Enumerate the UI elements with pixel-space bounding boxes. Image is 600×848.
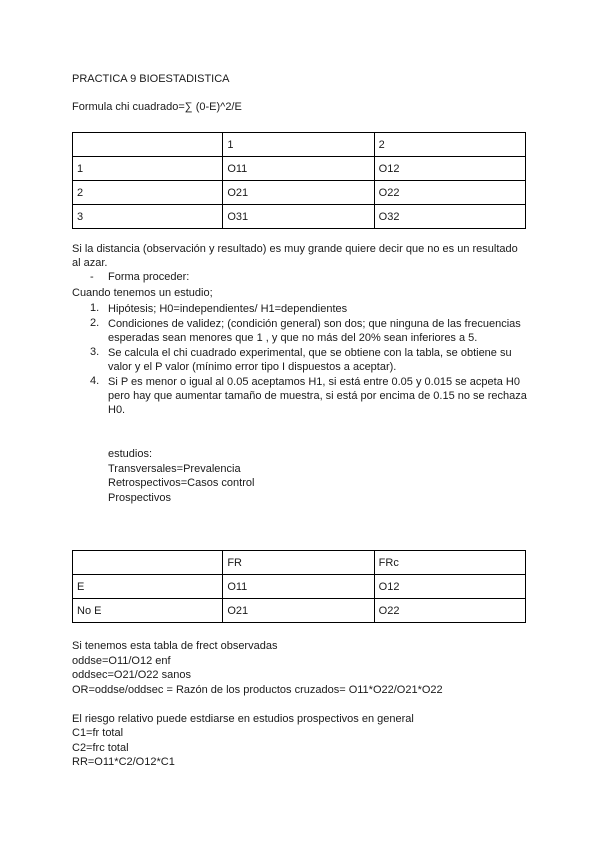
estudios-item: Retrospectivos=Casos control bbox=[108, 477, 255, 489]
exposure-table-2x2 bbox=[72, 550, 526, 623]
table-cell: E bbox=[73, 575, 223, 599]
table-cell: O11 bbox=[223, 575, 374, 599]
paragraph-line: Si tenemos esta tabla de frect observadas bbox=[72, 640, 278, 652]
bullet-text: Forma proceder: bbox=[108, 271, 190, 283]
estudios-item: Transversales=Prevalencia bbox=[108, 463, 241, 475]
step-text: Si P es menor o igual al 0.05 aceptamos H1, si está entre 0.05 y 0.015 se acpeta H0 pero hay que aumentar tamaño de muestra, si está por encima de 0.15 no se rechaza H0. bbox=[108, 376, 527, 416]
table-cell: O31 bbox=[223, 205, 374, 229]
table-header-row bbox=[73, 133, 526, 157]
step-text: Condiciones de validez; (condición general) son dos; que ninguna de las frecuencias esperadas sean menores que 1 , y que no más del 20% sean inferiores a 5. bbox=[108, 318, 521, 344]
document-title: PRACTICA 9 BIOESTADISTICA bbox=[72, 73, 230, 85]
table-row bbox=[73, 599, 526, 623]
table-cell: 2 bbox=[73, 181, 223, 205]
chi-formula: Formula chi cuadrado=∑ (0-E)^2/E bbox=[72, 101, 242, 113]
paragraph-line: El riesgo relativo puede estdiarse en estudios prospectivos en general bbox=[72, 713, 414, 725]
paragraph-line: Cuando tenemos un estudio; bbox=[72, 287, 213, 299]
table-header-row bbox=[73, 551, 526, 575]
paragraph-line: al azar. bbox=[72, 257, 108, 269]
table-cell: 3 bbox=[73, 205, 223, 229]
table-cell: FR bbox=[223, 551, 374, 575]
table-row bbox=[73, 575, 526, 599]
table-cell: O22 bbox=[374, 181, 525, 205]
step-number: 4. bbox=[90, 375, 100, 387]
paragraph-line: oddse=O11/O12 enf bbox=[72, 655, 171, 667]
paragraph-line: oddsec=O21/O22 sanos bbox=[72, 669, 191, 681]
bullet-dash: - bbox=[90, 271, 94, 283]
table-cell: 1 bbox=[73, 157, 223, 181]
table-row bbox=[73, 205, 526, 229]
table-cell: O22 bbox=[374, 599, 525, 623]
table-cell: No E bbox=[73, 599, 223, 623]
step-number: 2. bbox=[90, 317, 100, 329]
estudios-item: Prospectivos bbox=[108, 492, 171, 504]
table-cell: O11 bbox=[223, 157, 374, 181]
table-row bbox=[73, 157, 526, 181]
table-cell: O32 bbox=[374, 205, 525, 229]
table-cell: FRc bbox=[374, 551, 525, 575]
observed-table-3x2 bbox=[72, 132, 526, 229]
table-cell: O12 bbox=[374, 575, 525, 599]
step-text: Hipótesis; H0=independientes/ H1=dependientes bbox=[108, 303, 348, 315]
table-cell: 1 bbox=[223, 133, 374, 157]
paragraph-line: Si la distancia (observación y resultado) es muy grande quiere decir que no es un resultado bbox=[72, 243, 518, 255]
paragraph-line: C1=fr total bbox=[72, 727, 124, 739]
table-cell: O12 bbox=[374, 157, 525, 181]
paragraph-line: RR=O11*C2/O12*C1 bbox=[72, 756, 175, 768]
table-row bbox=[73, 181, 526, 205]
step-number: 3. bbox=[90, 346, 100, 358]
estudios-heading: estudios: bbox=[108, 448, 153, 460]
table-cell: O21 bbox=[223, 181, 374, 205]
step-text: Se calcula el chi cuadrado experimental, que se obtiene con la tabla, se obtiene su valor y el P valor (mínimo error tipo I dispuestos a aceptar). bbox=[108, 347, 512, 373]
paragraph-line: OR=oddse/oddsec = Razón de los productos cruzados= O11*O22/O21*O22 bbox=[72, 684, 443, 696]
table-cell: O21 bbox=[223, 599, 374, 623]
step-number: 1. bbox=[90, 302, 100, 314]
table-cell: 2 bbox=[374, 133, 525, 157]
table-cell bbox=[73, 551, 223, 575]
table-cell bbox=[73, 133, 223, 157]
paragraph-line: C2=frc total bbox=[72, 742, 129, 754]
